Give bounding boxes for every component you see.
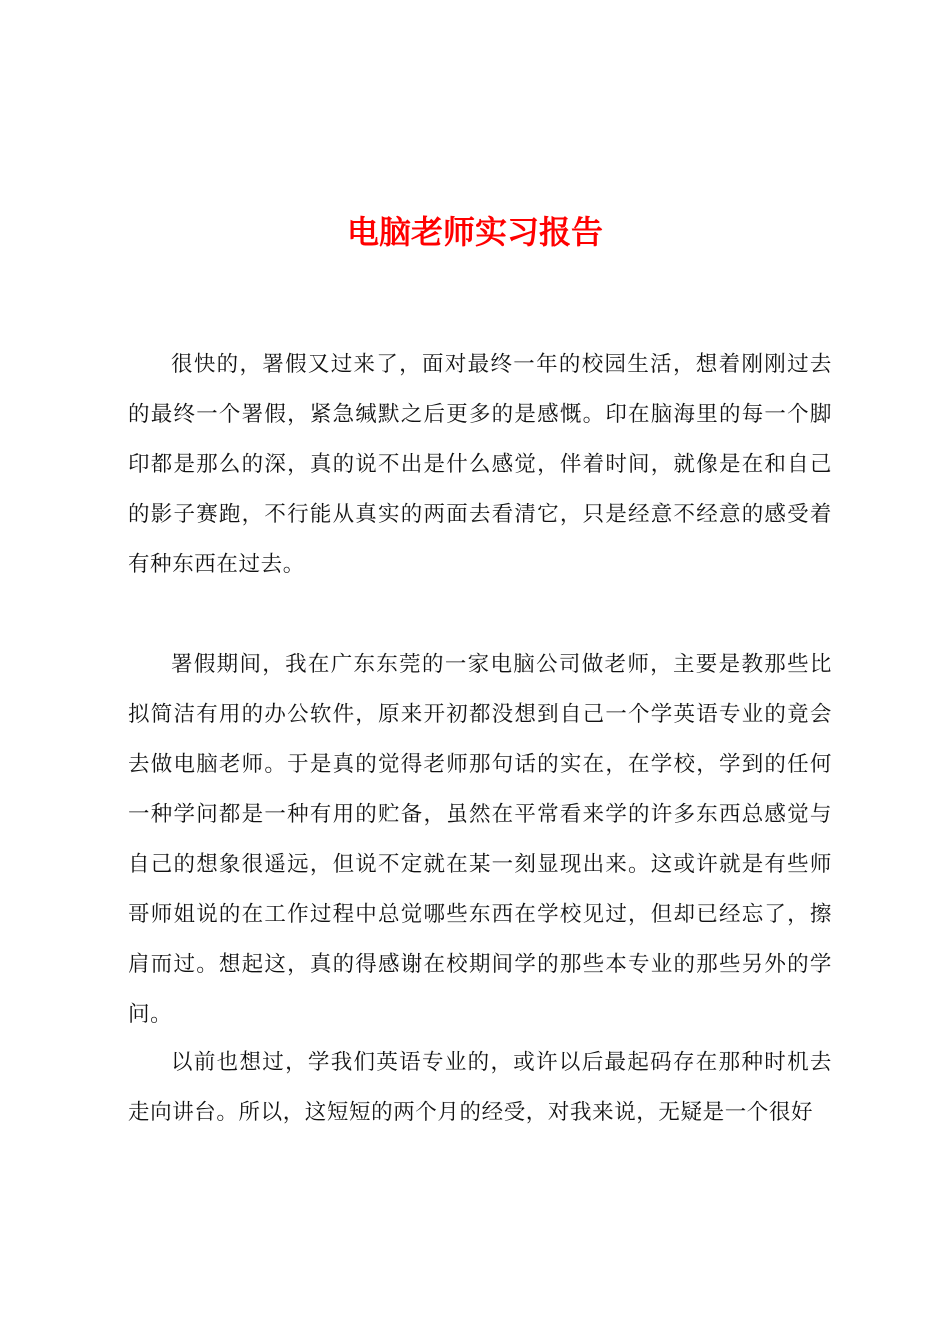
paragraph-3: 以前也想过，学我们英语专业的，或许以后最起码存在那种时机去走向讲台。所以，这短短的两个月的经受，对我来说，无疑是一个很好	[128, 1050, 832, 1125]
paragraph-1: 很快的，署假又过来了，面对最终一年的校园生活，想着刚刚过去的最终一个署假，紧急缄默之后更多的是感慨。印在脑海里的每一个脚印都是那么的深，真的说不出是什么感觉，伴着时间，就像是在和自己的影子赛跑，不行能从真实的两面去看清它，只是经意不经意的感受着有种东西在过去。	[128, 352, 832, 577]
paragraph-2: 署假期间，我在广东东莞的一家电脑公司做老师，主要是教那些比拟简洁有用的办公软件，原来开初都没想到自己一个学英语专业的竟会去做电脑老师。于是真的觉得老师那句话的实在，在学校，学到的任何一种学问都是一种有用的贮备，虽然在平常看来学的许多东西总感觉与自己的想象很遥远，但说不定就在某一刻显现出来。这或许就是有些师哥师姐说的在工作过程中总觉哪些东西在学校见过，但却已经忘了，擦肩而过。想起这，真的得感谢在校期间学的那些本专业的那些另外的学问。	[128, 652, 832, 1027]
document-title: 电脑老师实习报告	[346, 213, 603, 251]
